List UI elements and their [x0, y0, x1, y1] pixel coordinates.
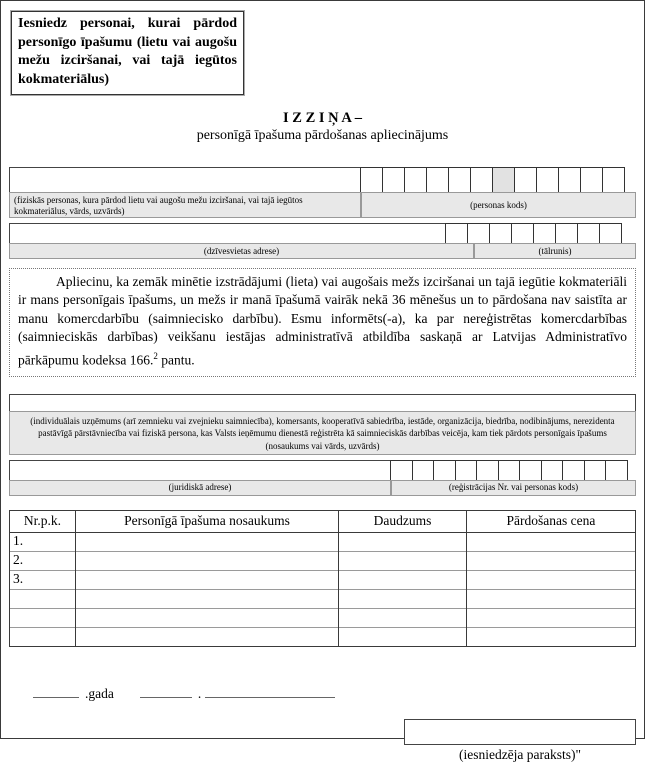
- table-cell[interactable]: [466, 551, 635, 570]
- year-blank[interactable]: [33, 684, 79, 698]
- seller-name-label: (fiziskās personas, kura pārdod lietu vai augošu mežu izciršanai, vai tajā iegūtos kokmateriālus, vārds, uzvārds): [9, 192, 361, 218]
- table-row: [10, 608, 636, 627]
- table-row: [10, 589, 636, 608]
- table-cell[interactable]: [339, 589, 467, 608]
- code-cell[interactable]: [584, 460, 607, 481]
- code-cell[interactable]: [558, 167, 581, 193]
- header-nr: Nr.p.k.: [10, 510, 76, 532]
- table-cell[interactable]: [339, 570, 467, 589]
- code-cell[interactable]: [536, 167, 559, 193]
- code-cell[interactable]: [492, 167, 515, 193]
- registration-number-cells: [391, 460, 636, 481]
- table-row: [10, 627, 636, 646]
- table-cell[interactable]: [339, 532, 467, 551]
- table-cell[interactable]: [466, 608, 635, 627]
- code-cell[interactable]: [360, 167, 383, 193]
- table-cell[interactable]: [75, 608, 338, 627]
- code-cell[interactable]: [541, 460, 564, 481]
- table-cell[interactable]: [466, 532, 635, 551]
- row-number-cell[interactable]: 2.: [10, 551, 76, 570]
- legal-address-label: (juridiskā adrese): [9, 480, 391, 496]
- row-number-cell[interactable]: [10, 627, 76, 646]
- code-cell[interactable]: [562, 460, 585, 481]
- submit-note-box: Iesniedz personai, kurai pārdod personīgo īpašumu (lietu vai augošu mežu izciršanai, vai tajā iegūtos kokmateriālus): [11, 11, 244, 95]
- declaration-text-1: Apliecinu, ka zemāk minētie izstrādājumi (lieta) vai augošais mežs izciršanai un tajā iegūtie kokmateriāli ir mans personīgais īpašums, un mežs ir manā īpašumā vairāk nekā 36 mēnešus un to pārdošana nav saistīta ar manu komercdarbību (saimniecisko darbību). Esmu informēts(-a), ka par nereģistrētas komercdarbības (saimnieciskās darbības) veikšanu iestājas administratīvā atbildība saskaņā ar Latvijas Administratīvo pārkāpumu kodeksa 166.: [18, 274, 627, 368]
- items-table-body: [10, 532, 636, 646]
- code-cell[interactable]: [599, 223, 622, 244]
- table-cell[interactable]: [75, 627, 338, 646]
- row-number-cell[interactable]: 3.: [10, 570, 76, 589]
- code-cell[interactable]: [498, 460, 521, 481]
- table-row: [10, 551, 636, 570]
- header-property-name: Personīgā īpašuma nosaukums: [75, 510, 338, 532]
- row-number-cell[interactable]: [10, 608, 76, 627]
- registration-number-label: (reģistrācijas Nr. vai personas kods): [391, 480, 636, 496]
- address-label: (dzīvesvietas adrese): [9, 243, 474, 259]
- declaration-text-2: pantu.: [157, 352, 195, 368]
- code-cell[interactable]: [602, 167, 625, 193]
- table-cell[interactable]: [466, 627, 635, 646]
- table-cell[interactable]: [339, 608, 467, 627]
- code-cell[interactable]: [605, 460, 628, 481]
- table-cell[interactable]: [339, 627, 467, 646]
- declaration-paragraph: [9, 268, 636, 377]
- personal-code-label: (personas kods): [361, 192, 636, 218]
- code-cell[interactable]: [445, 223, 468, 244]
- buyer-section: [9, 394, 636, 455]
- seller-name-input[interactable]: [9, 167, 361, 193]
- code-cell[interactable]: [577, 223, 600, 244]
- table-cell[interactable]: [75, 570, 338, 589]
- row-number-cell[interactable]: [10, 589, 76, 608]
- code-cell[interactable]: [382, 167, 405, 193]
- code-cell[interactable]: [390, 460, 413, 481]
- buyer-name-input[interactable]: [9, 394, 636, 412]
- table-cell[interactable]: [466, 570, 635, 589]
- code-cell[interactable]: [412, 460, 435, 481]
- personal-code-cells: [361, 167, 636, 193]
- code-cell[interactable]: [580, 167, 603, 193]
- code-cell[interactable]: [555, 223, 578, 244]
- code-cell[interactable]: [404, 167, 427, 193]
- table-cell[interactable]: [466, 589, 635, 608]
- signature-label: (iesniedzēja paraksts)": [458, 746, 582, 762]
- items-table: [9, 510, 636, 647]
- month-blank[interactable]: [205, 684, 335, 698]
- table-row: [10, 532, 636, 551]
- header-price: Pārdošanas cena: [466, 510, 635, 532]
- date-line: [33, 684, 636, 702]
- table-row: [10, 570, 636, 589]
- legal-address-input[interactable]: [9, 460, 391, 481]
- code-cell[interactable]: [467, 223, 490, 244]
- buyer-name-label: (individuālais uzņēmums (arī zemnieku vai zvejnieku saimniecība), komersants, kooperatīvā sabiedrība, iestāde, organizācija, biedrība, nodibinājums, nerezidenta pastāvīgā pārstāvniecība vai fiziskā persona, kas Valsts ieņēmumu dienestā reģistrēta kā saimnieciskās darbības veicēja, kam tiek pārdots personīgais īpašums (nosaukums vai vārds, uzvārds): [9, 411, 636, 455]
- phone-label: (tālrunis): [474, 243, 636, 259]
- table-header-row: [10, 510, 636, 532]
- row-number-cell[interactable]: 1.: [10, 532, 76, 551]
- phone-cells: [446, 223, 636, 244]
- seller-address-section: [9, 223, 636, 259]
- code-cell[interactable]: [433, 460, 456, 481]
- address-input[interactable]: [9, 223, 446, 244]
- code-cell[interactable]: [511, 223, 534, 244]
- code-cell[interactable]: [514, 167, 537, 193]
- code-cell[interactable]: [448, 167, 471, 193]
- buyer-address-section: [9, 460, 636, 496]
- code-cell[interactable]: [519, 460, 542, 481]
- code-cell[interactable]: [533, 223, 556, 244]
- seller-section: [9, 167, 636, 218]
- table-cell[interactable]: [75, 589, 338, 608]
- gada-label: .gada: [85, 685, 114, 701]
- signature-box[interactable]: [404, 719, 636, 745]
- form-title: I Z Z I Ņ A –: [283, 110, 362, 126]
- dot-label: .: [197, 685, 202, 701]
- table-cell[interactable]: [75, 532, 338, 551]
- code-cell[interactable]: [476, 460, 499, 481]
- table-cell[interactable]: [339, 551, 467, 570]
- table-cell[interactable]: [75, 551, 338, 570]
- code-cell[interactable]: [470, 167, 493, 193]
- form-subtitle: personīgā īpašuma pārdošanas apliecinājums: [196, 128, 449, 143]
- declaration-superscript: 2: [153, 350, 158, 361]
- code-cell[interactable]: [489, 223, 512, 244]
- code-cell[interactable]: [455, 460, 478, 481]
- code-cell[interactable]: [426, 167, 449, 193]
- header-quantity: Daudzums: [339, 510, 467, 532]
- day-blank[interactable]: [140, 684, 192, 698]
